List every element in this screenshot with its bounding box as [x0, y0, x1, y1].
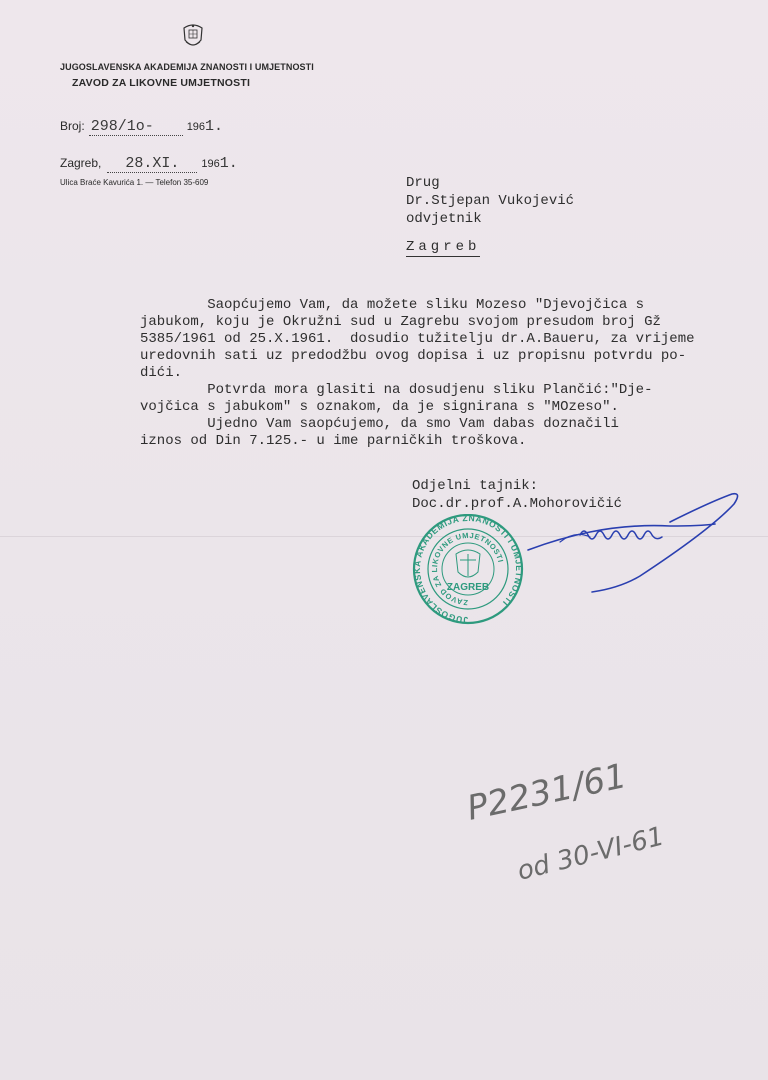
organization-name: JUGOSLAVENSKA AKADEMIJA ZNANOSTI I UMJETNOSTI	[60, 62, 314, 72]
broj-label: Broj:	[60, 119, 85, 133]
signature-name: Doc.dr.prof.A.Mohorovičić	[412, 496, 623, 512]
date-year-suffix: 1.	[219, 155, 238, 172]
stamp-outer-text: JUGOSLAVENSKA AKADEMIJA ZNANOSTI I UMJETNOSTI	[411, 514, 525, 626]
archive-date: od 30-VI-61	[514, 821, 668, 887]
pencil-annotation	[460, 730, 730, 900]
recipient-name: Dr.Stjepan Vukojević	[406, 193, 575, 209]
recipient-city: Zagreb	[406, 239, 481, 255]
body-paragraph-2: Potvrda mora glasiti na dosudjenu sliku Plančić:"Dje- vojčica s jabukom" s oznakom, da je signirana s "MOzeso".	[140, 382, 653, 415]
signature-title: Odjelni tajnik:	[412, 478, 539, 494]
department-name: ZAVOD ZA LIKOVNE UMJETNOSTI	[72, 77, 251, 89]
handwritten-signature	[520, 480, 750, 600]
recipient-salutation: Drug	[406, 175, 440, 191]
date-row	[60, 155, 238, 173]
reference-number-row	[60, 118, 223, 136]
letter-body	[140, 297, 750, 450]
address-line: Ulica Braće Kavurića 1. — Telefon 35-609	[60, 178, 209, 187]
archive-number: P2231/61	[463, 756, 631, 829]
broj-year-suffix: 1.	[205, 118, 224, 135]
recipient-block	[406, 174, 574, 257]
place-label: Zagreb,	[60, 156, 102, 170]
reference-number-value: 298/1o-	[90, 118, 154, 135]
official-stamp	[398, 514, 538, 626]
stamp-inner-text: ZAVOD ZA LIKOVNE UMJETNOSTI	[429, 530, 506, 608]
body-paragraph-3: Ujedno Vam saopćujemo, da smo Vam dabas doznačili iznos od Din 7.125.- u ime parničkih troškova.	[140, 416, 619, 449]
date-value: 28.XI.	[125, 155, 180, 172]
date-year-prefix: 196	[201, 158, 220, 170]
body-paragraph-1: Saopćujemo Vam, da možete sliku Mozeso "Djevojčica s jabukom, koju je Okružni sud u Zagrebu svojom presudom broj Gž 5385/1961 od 25.X.1961. dosudio tužitelju dr.A.Baueru, za vrijeme uredovnih sati uz predodžbu ovog dopisa i uz propisnu potvrdu po- dići.	[140, 297, 695, 381]
date-field	[107, 155, 197, 173]
broj-year-prefix: 196	[186, 121, 206, 133]
stamp-center-text: ZAGREB	[446, 582, 490, 593]
reference-number-field	[89, 118, 183, 136]
recipient-profession: odvjetnik	[406, 211, 482, 227]
stamp-emblem-icon	[456, 550, 480, 577]
coat-of-arms-icon	[181, 22, 205, 50]
